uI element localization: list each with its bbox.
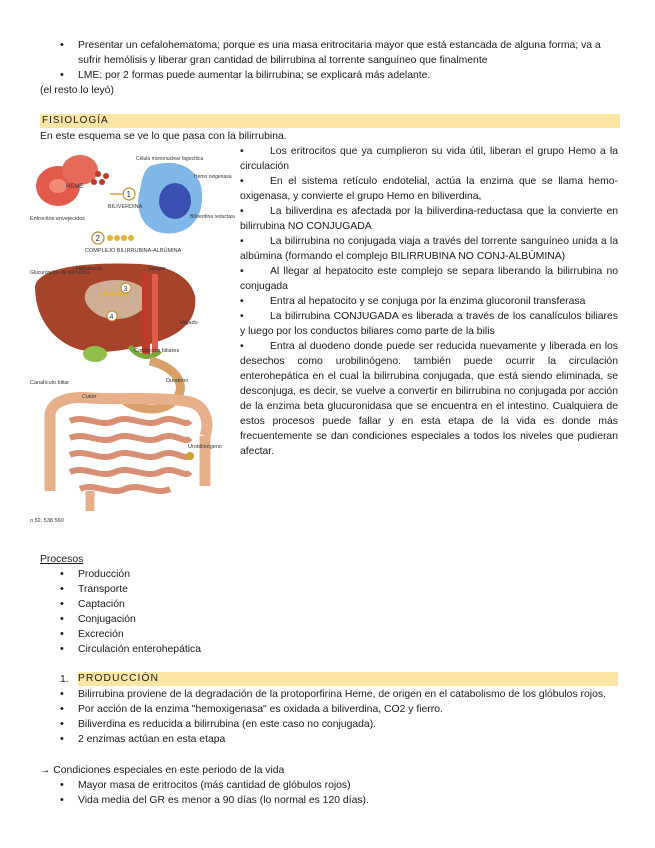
condiciones-bullets xyxy=(60,778,618,808)
celula-label: Célula mononuclear fagocítica xyxy=(136,156,204,162)
top-bullet-2: • LME: por 2 formas puede aumentar la bilirrubina; se explicará más adelante. xyxy=(60,68,618,83)
source-label: o 52, 538 560 xyxy=(30,518,64,524)
fisiologia-point-7: • La bilirrubina CONJUGADA es liberada a través de los canalículos biliares y luego por los conductos biliares como parte de la bilis xyxy=(240,311,618,337)
produccion-title: PRODUCCIÓN xyxy=(78,672,618,686)
biliverdina-reductasa-label: Biliverdina reductasa xyxy=(190,214,235,220)
fisiologia-points xyxy=(240,144,618,459)
glucuronidos-label: Glucurónidos de bilirrubina xyxy=(30,270,90,276)
biliverdina-label: BILIVERDINA xyxy=(108,204,143,210)
svg-text:1: 1 xyxy=(126,190,131,199)
erythrocyte-center xyxy=(49,179,67,193)
fisiologia-point-1: • Los eritrocitos que ya cumplieron su vida útil, liberan el grupo Hemo a la circulación xyxy=(240,146,618,172)
svg-text:4: 4 xyxy=(109,314,114,321)
condicion-bullet-2: • Vida media del GR es menor a 90 días (lo normal es 120 días). xyxy=(60,793,618,808)
svg-text:HEME: HEME xyxy=(66,184,84,190)
proceso-item: • Conjugación xyxy=(60,612,618,627)
top-bullet-1: • Presentar un cefalohematoma; porque es una masa eritrocitaria mayor que está estancada de alguna forma; va a sufrir hemólisis y liberar gran cantidad de bilirrubina al torrente sanguíneo que finalmente xyxy=(60,38,618,68)
colon-label: Colon xyxy=(82,394,97,400)
produccion-bullet-1: • Bilirrubina proviene de la degradación de la protoporfirina Heme, de origen en el catabolismo de los glóbulos rojos. xyxy=(60,687,618,702)
hepatocito-label: Hepatocito xyxy=(76,266,103,272)
bilirubin-metabolism-illustration xyxy=(30,146,235,531)
proceso-item: • Excreción xyxy=(60,627,618,642)
fisiologia-point-4: • La bilirrubina no conjugada viaja a través del torrente sanguíneo unida a la albúmina (formando el complejo BILIRRUBINA NO CONJ-ALBÚMINA) xyxy=(240,236,618,262)
duodeno-label: Duodeno xyxy=(166,378,189,384)
fisiologia-point-3: • La biliverdina es afectada por la biliverdina-reductasa que la convierte en bilirrubina NO CONJUGADA xyxy=(240,206,618,232)
fisiologia-point-8: • Entra al duodeno donde puede ser reducida nuevamente y liberada en los desechos como urobilinógeno. también puede ocurrir la circulación enterohepática en el cual la bilirrubina conjugada, que está siendo eliminada, se desconjuga, es decir, se vuelve a convertir en bilirrubina no conjugada por acción de la enzima beta glucuronidasa que se encuentra en el intestino. Cualquiera de estos procesos puede fallar y en esta etapa de la vida es donde más frecuentemente se dan condiciones especiales a todos los niveles que pudieran afectar. xyxy=(240,341,618,457)
proceso-item: • Circulación enterohepática xyxy=(60,642,618,657)
fisiologia-point-6: • Entra al hepatocito y se conjuga por la enzima glucoronil transferasa xyxy=(240,296,586,307)
urobilinogeno-label: Urobilinógeno xyxy=(188,444,222,450)
procesos-list xyxy=(60,567,618,657)
fisiologia-point-2: • En el sistema retículo endotelial, actúa la enzima que se llama hemo-oxigenasa, y convierte el grupo Hemo en biliverdina, xyxy=(240,176,618,202)
top-bullet-list xyxy=(60,38,618,83)
svg-text:2: 2 xyxy=(95,234,100,243)
bilirubin-diagram xyxy=(30,146,235,531)
section-fisiologia-title: FISIOLOGÍA xyxy=(40,114,620,128)
condiciones-heading: → Condiciones especiales en este periodo de la vida xyxy=(40,765,285,776)
fisiologia-point-5: • Al llegar al hepatocito este complejo se separa liberando la bilirrubina no conjugada xyxy=(240,266,618,292)
produccion-bullets xyxy=(60,687,618,747)
produccion-bullet-4: • 2 enzimas actúan en esta etapa xyxy=(60,732,618,747)
complejo-label: COMPLEJO BILIRRUBINA-ALBÚMINA xyxy=(85,248,182,254)
blood-vessel xyxy=(142,274,150,354)
proceso-item: • Producción xyxy=(60,567,618,582)
canaliculo-label: Canalículo biliar xyxy=(30,380,70,386)
higado-label: Hígado xyxy=(180,320,198,326)
macrophage-nucleus xyxy=(159,183,191,219)
svg-text:3: 3 xyxy=(123,286,128,293)
top-note: (el resto lo leyó) xyxy=(40,85,114,96)
fisiologia-intro: En este esquema se ve lo que pasa con la bilirrubina. xyxy=(40,131,287,142)
proceso-item: • Transporte xyxy=(60,582,618,597)
produccion-bullet-2: • Por acción de la enzima "hemoxigenasa" es oxidada a biliverdina, CO2 y fierro. xyxy=(60,702,618,717)
produccion-number: 1. xyxy=(60,674,69,685)
hemo-oxigenasa-label: Hemo oxigenasa xyxy=(194,174,232,180)
condicion-bullet-1: • Mayor masa de eritrocitos (más cantidad de glóbulos rojos) xyxy=(60,778,618,793)
conductos-label: Conductos biliares xyxy=(134,348,180,354)
sangre-label: Sangre xyxy=(148,266,166,272)
produccion-bullet-3: • Biliverdina es reducida a bilirrubina (en este caso no conjugada). xyxy=(60,717,618,732)
albumin-dots xyxy=(107,235,134,241)
eritrocitos-label: Entrocitos envejecidos xyxy=(30,216,86,222)
procesos-title: Procesos xyxy=(40,554,84,565)
small-intestine-shape xyxy=(70,419,190,491)
gallbladder-shape xyxy=(83,346,107,362)
proceso-item: • Captación xyxy=(60,597,618,612)
